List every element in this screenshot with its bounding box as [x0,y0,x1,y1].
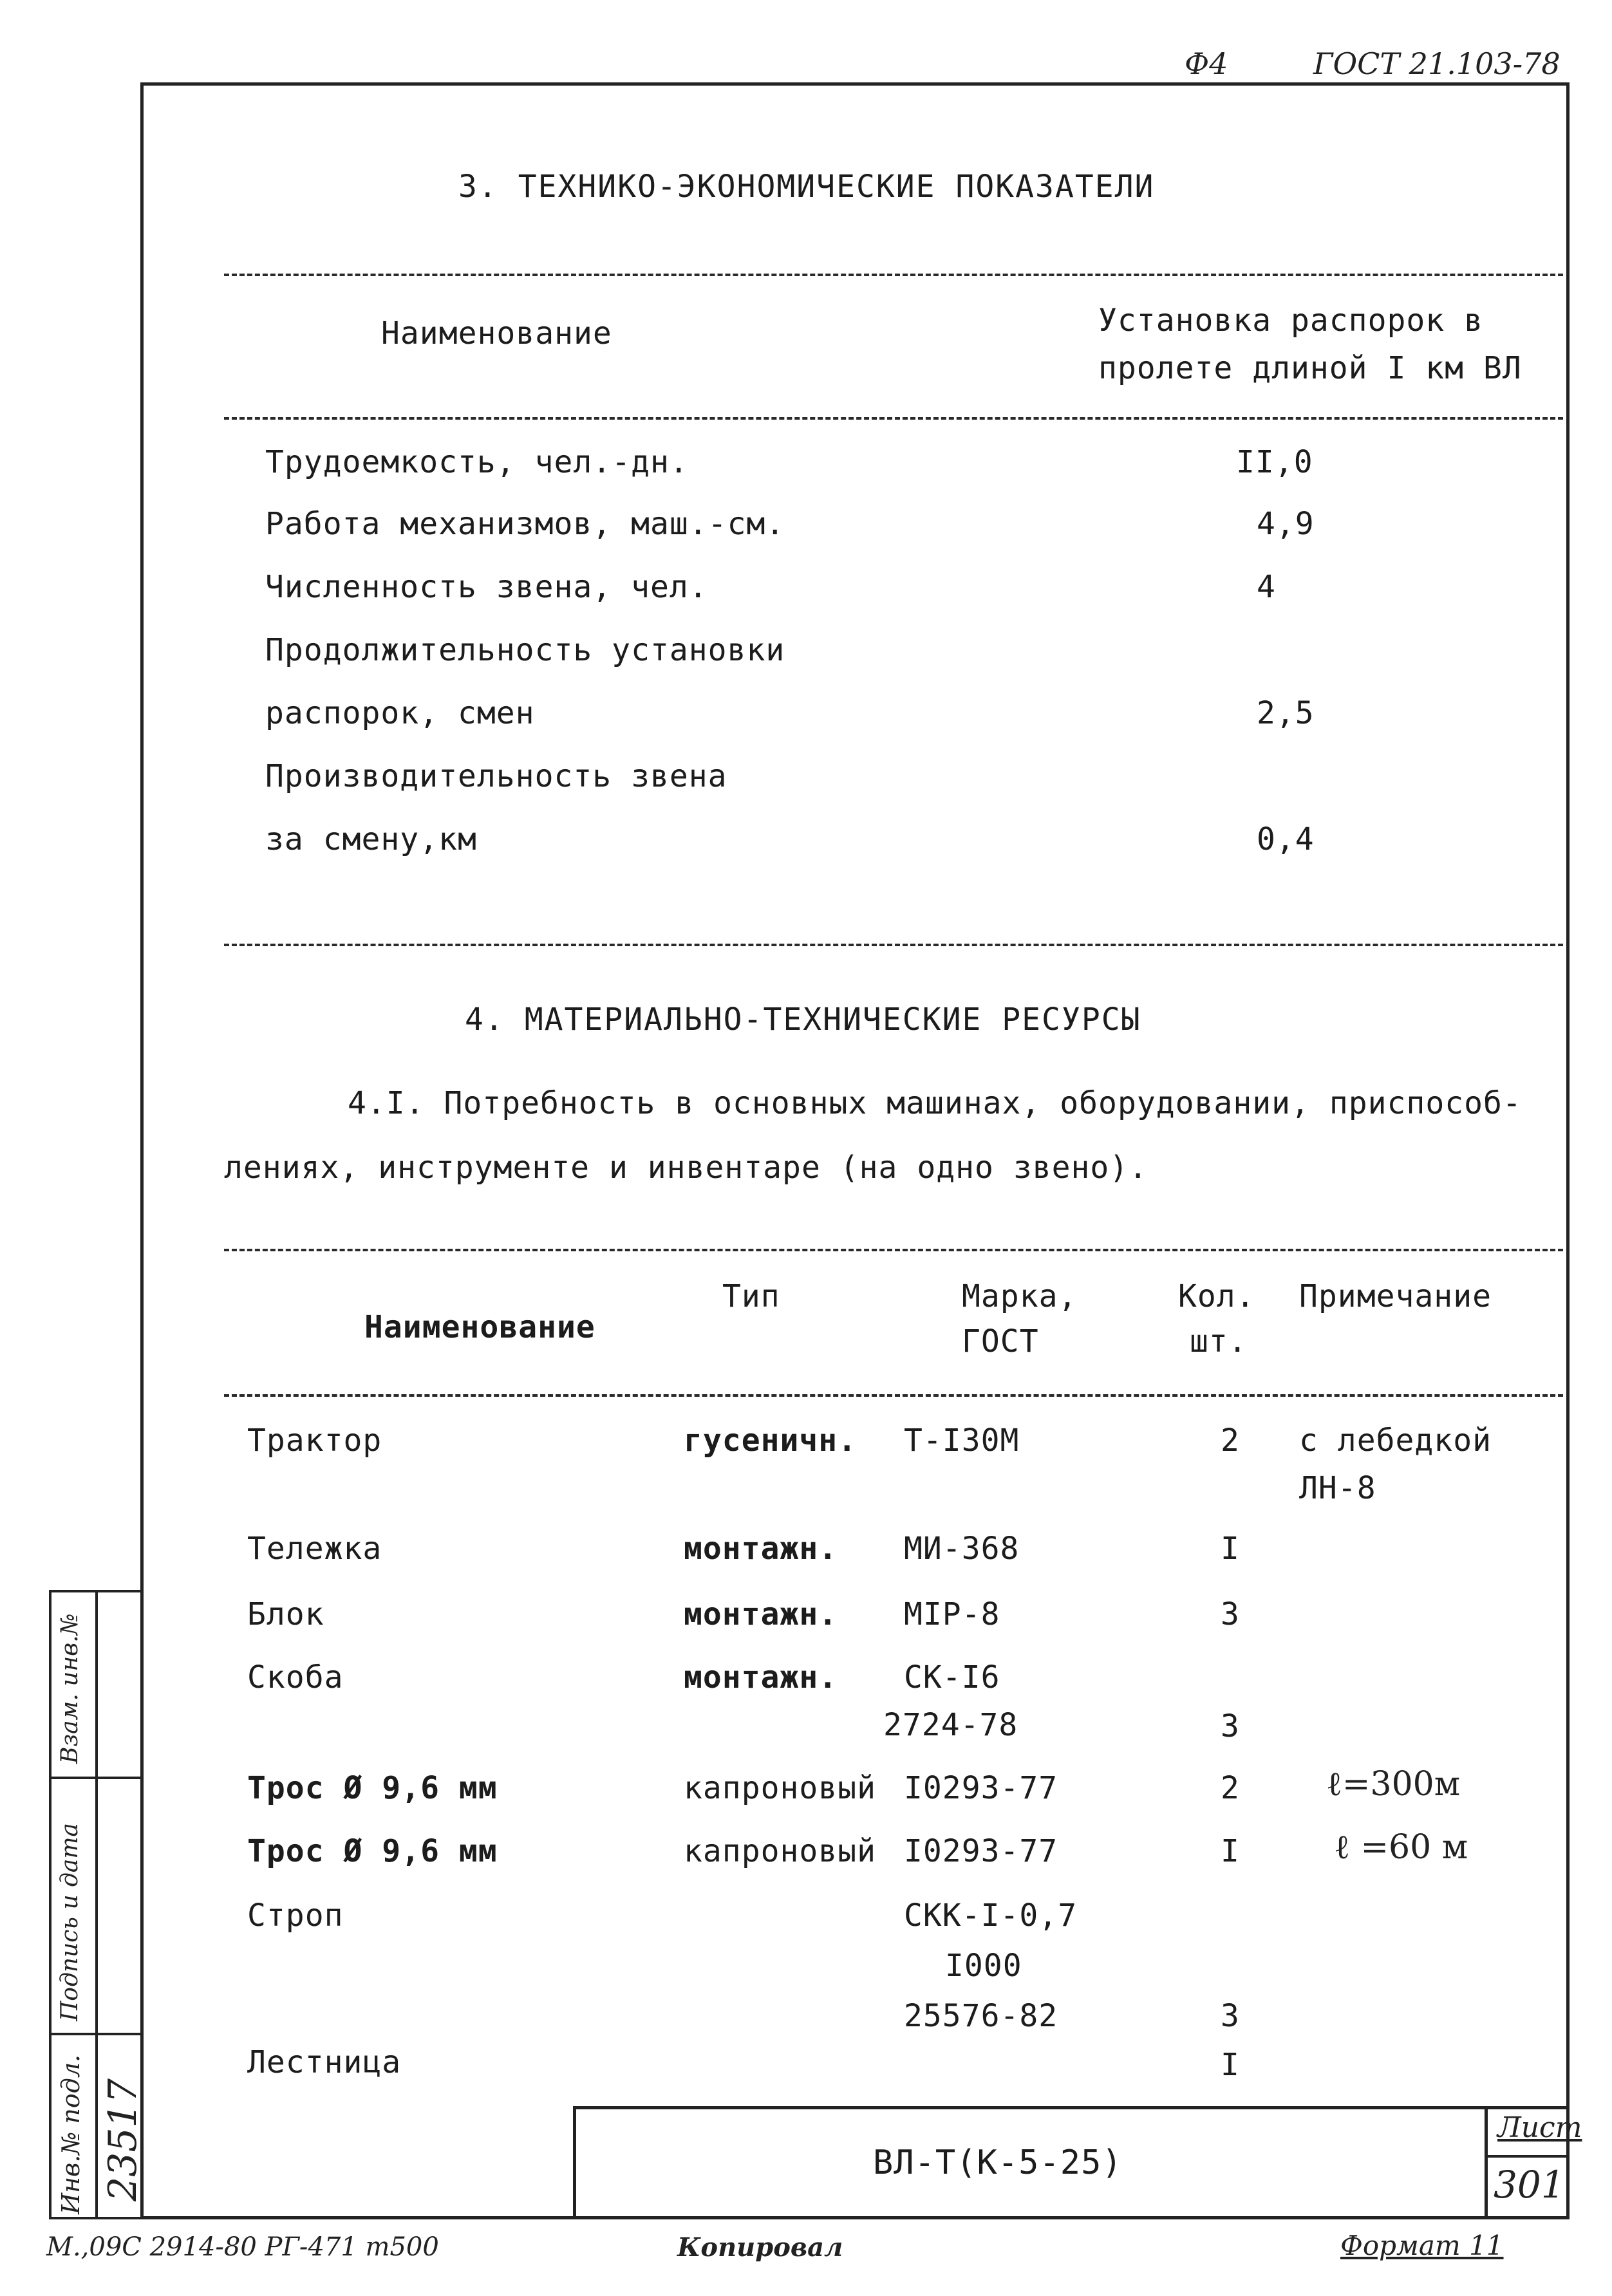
side-block-row-divider-1 [49,1777,143,1779]
table1-row-value: 4,9 [1257,506,1315,542]
table1-row-value: 2,5 [1257,695,1315,731]
table2-header-rule [224,1394,1563,1397]
table2-cell-note: с лебедкой [1299,1423,1492,1459]
stamp-document-code: ВЛ-Т(К-5-25) [873,2143,1123,2182]
table2-header-mark-line2: ГОСТ [962,1323,1039,1359]
table2-cell-note: ℓ=300м [1326,1765,1461,1804]
gost-reference: ГОСТ 21.103-78 [1313,46,1560,81]
table2-cell-name: Трактор [247,1423,382,1459]
table2-cell-note: ℓ =60 м [1334,1828,1468,1867]
section4-paragraph-line2: лениях, инструменте и инвентаре (на одно звено). [224,1150,1148,1186]
table2-cell-type: монтажн. [684,1596,838,1632]
table2-cell-mark-line3: 25576-82 [904,1998,1058,2034]
table2-header-qty-line2: шт. [1190,1323,1248,1359]
table2-cell-mark-line2: I000 [945,1948,1022,1984]
table2-cell-mark: I0293-77 [904,1833,1058,1869]
table1-row-name: Производительность звена [265,758,727,794]
table1-row-value: II,0 [1236,444,1313,480]
stamp-divider [1485,2106,1488,2219]
side-block-row-divider-2 [49,2033,143,2035]
table2-cell-name: Блок [247,1596,324,1632]
table2-header-note: Примечание [1299,1278,1492,1314]
table2-header-qty-line1: Кол. [1178,1278,1255,1314]
table2-cell-type: капроновый [684,1770,876,1806]
table2-cell-name: Скоба [247,1659,344,1695]
table1-row-name: Трудоемкость, чел.-дн. [265,444,689,480]
table1-row-name: распорок, смен [265,695,535,731]
table1-row-name: Численность звена, чел. [265,569,708,605]
table2-cell-mark: МИ-368 [904,1531,1020,1567]
table2-cell-name: Трос Ø 9,6 мм [247,1770,498,1806]
table2-cell-qty: I [1221,1833,1240,1869]
section4-paragraph-line1: 4.I. Потребность в основных машинах, оборудовании, приспособ- [348,1085,1522,1121]
table2-cell-name: Тележка [247,1531,382,1567]
table2-header-name: Наименование [364,1309,595,1345]
stamp-sheet-label: Лист [1497,2111,1582,2144]
table2-cell-qty: 3 [1221,1998,1240,2034]
table2-cell-mark: МIР-8 [904,1596,1000,1632]
table2-top-rule [224,1249,1563,1251]
table1-header-value-line1: Установка распорок в [1098,303,1483,339]
footer-center: Копировал [677,2232,843,2263]
footer-left: М.,09С 2914-80 РГ-471 т500 [46,2232,439,2262]
side-inv-label: Инв.№ подл. [57,2054,85,2214]
table2-cell-qty: 2 [1221,1423,1240,1459]
side-signature-label: Подпись и дата [57,1823,83,2021]
table2-cell-name: Трос Ø 9,6 мм [247,1833,498,1869]
table2-cell-qty: I [1221,1531,1240,1567]
table1-row-name: Продолжительность установки [265,632,785,668]
table2-cell-note-line2: ЛН-8 [1299,1470,1376,1506]
table2-cell-mark: СКК-I-0,7 [904,1898,1078,1934]
table2-cell-name: Строп [247,1898,344,1934]
stamp-sheet-divider [1485,2155,1570,2158]
table1-bottom-rule [224,944,1563,946]
section3-title: 3. ТЕХНИКО-ЭКОНОМИЧЕСКИЕ ПОКАЗАТЕЛИ [458,169,1155,205]
table1-row-value: 0,4 [1257,821,1315,857]
table2-cell-type: монтажн. [684,1659,838,1695]
table2-cell-mark: I0293-77 [904,1770,1058,1806]
table2-cell-type: капроновый [684,1833,876,1869]
table2-cell-type: гусеничн. [684,1423,858,1459]
section4-title: 4. МАТЕРИАЛЬНО-ТЕХНИЧЕСКИЕ РЕСУРСЫ [465,1002,1141,1038]
side-replace-label: Взам. инв.№ [57,1613,83,1764]
table2-cell-name: Лестница [247,2044,402,2080]
table2-cell-qty: I [1221,2047,1240,2083]
table2-cell-mark: Т-I30М [904,1423,1020,1459]
table2-cell-type: монтажн. [684,1531,838,1567]
table1-header-rule [224,417,1563,420]
table1-header-name: Наименование [381,315,612,351]
table2-header-mark-line1: Марка, [962,1278,1078,1314]
page-code: Ф4 [1185,46,1228,81]
footer-right: Формат 11 [1340,2230,1504,2261]
table2-header-type: Тип [722,1278,780,1314]
side-inv-number: 23517 [100,2078,145,2201]
table2-cell-mark-line2: 2724-78 [883,1707,1018,1743]
table2-cell-qty: 3 [1221,1596,1240,1632]
table2-cell-mark: СК-I6 [904,1659,1000,1695]
table2-cell-qty: 2 [1221,1770,1240,1806]
table1-row-name: за смену,км [265,821,477,857]
table1-header-value-line2: пролете длиной I км ВЛ [1098,350,1522,386]
table1-row-value: 4 [1257,569,1276,605]
table2-cell-qty: 3 [1221,1708,1240,1744]
side-block-col-divider [95,1590,98,2219]
stamp-sheet-number: 301 [1494,2163,1565,2207]
table1-top-rule [224,274,1563,276]
table1-row-name: Работа механизмов, маш.-см. [265,506,785,542]
